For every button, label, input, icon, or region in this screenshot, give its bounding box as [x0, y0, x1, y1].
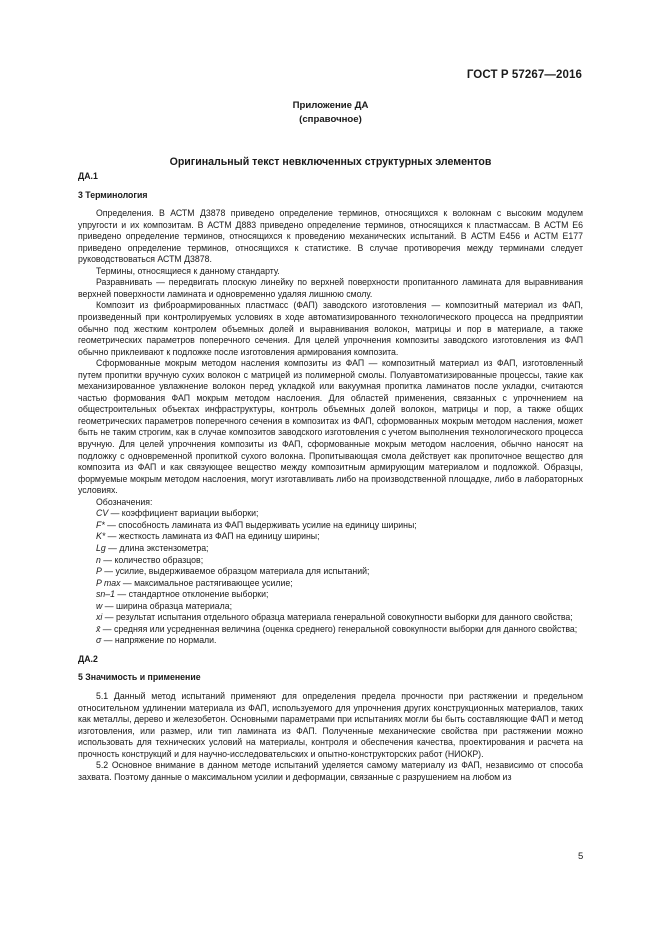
- annex-subtitle: (справочное): [299, 114, 362, 125]
- symbol-name: n: [96, 554, 101, 565]
- symbol-definition: — коэффициент вариации выборки;: [108, 508, 259, 519]
- symbol-definition: — средняя или усредненная величина (оценка среднего) генеральной совокупности выборки для данного свойства;: [100, 623, 578, 634]
- symbol-item: [78, 555, 583, 567]
- paragraph-term-wet-layup: Сформованные мокрым методом насления композиты из ФАП — композитный материал из ФАП, изготовленный путем пропитки вручную сухих волокон с матрицей из полимерной смолы. Полуавтоматизированные процессы, такие как механизированное увлажнение волокон перед укладкой или вакуумная пропитка ламинатов после укладки, считаются частью формования ФАП мокрым методом наслоения. Для областей применения, связанных с упрочнением на общестроительных объектах инфраструктуры, контроль объемных долей волокон, матрицы и пор, а также общих геометрических параметров поперечного сечения в композитах из ФАП, сформованных мокрым методом насления, может быть не таким строгим, как в случае композитов заводского изготовления с учетом выполнения технологического процесса вручную. Для целей упрочнения композиты из ФАП, сформованные мокрым методом наслоения, обычно наносят на подложку с одновременной пропиткой сухого волокна. Пропитывающая смола действует как пропиточное вещество для композита из ФАП и как связующее вещество между композитным армирующим материалом и подложкой. Образцы, формуемые мокрым методом наслоения, могут изготавливать либо на производственной площадке, либо в лабораторных условиях.: [78, 358, 583, 496]
- symbol-definition: — стандартное отклонение выборки;: [114, 589, 269, 600]
- symbol-item: [78, 508, 583, 520]
- subsection-da2: ДА.2: [78, 653, 98, 664]
- symbol-item: [78, 543, 583, 555]
- paragraph-symbols-intro: Обозначения:: [96, 496, 153, 507]
- symbol-definition: — ширина образца материала;: [102, 600, 233, 611]
- paragraph-5-2: 5.2 Основное внимание в данном методе испытаний уделяется самому материалу из ФАП, независимо от способа захвата. Поэтому данные о максимальном усилии и деформации, связанные с разрушением на любом из: [78, 760, 583, 782]
- symbol-item: [78, 612, 583, 624]
- paragraph-term-screed: Разравнивать — передвигать плоскую линейку по верхней поверхности пропитанного ламината для выравнивания верхней поверхности ламината и одновременно удаляя лишнюю смолу.: [78, 277, 583, 299]
- symbol-item: [78, 566, 583, 578]
- symbol-definition: — длина экстензометра;: [105, 542, 209, 553]
- annex-heading: [0, 99, 661, 127]
- symbol-name: x̄: [96, 623, 101, 634]
- annex-title: Приложение ДА: [292, 100, 369, 111]
- symbol-item: [78, 578, 583, 590]
- symbol-name: sn–1: [96, 589, 115, 600]
- document-id: ГОСТ Р 57267—2016: [466, 69, 582, 81]
- section-title: Оригинальный текст невключенных структурных элементов: [169, 156, 492, 168]
- paragraph-5-1: 5.1 Данный метод испытаний применяют для определения предела прочности при растяжении и предельном относительном удлинении материала из ФАП, используемого для упрочнения других конструкционных материалов, таких как металлы, дерево и железобетон. Основными параметрами при испытаниях могли бы быть составляющие ФАП и метод изготовления, или размер, или тип ламината из ФАП. Полученные механические свойства при растяжении можно использовать для технических условий на материалы, контроля и обеспечения качества, проектирования и расчета на прочность конструкций и для научно-исследовательских и опытно-конструкторских работ (НИОКР).: [78, 690, 583, 759]
- symbol-definition: — способность ламината из ФАП выдерживать усилие на единицу ширины;: [104, 519, 417, 530]
- paragraph-term-factory-frp: Композит из фиброармированных пластмасс (ФАП) заводского изготовления — композитный материал из ФАП, произведенный при контролируемых условиях в ходе автоматизированного технологического процесса на предприятии обычно под жестким контролем объемных долей и выравнивания волокон, матрицы и пор в материале, а также геометрических параметров поперечного сечения. Для целей упрочнения композиты заводского изготовления из ФАП обычно приклеивают к подложке после изготовления армирования композита.: [78, 300, 583, 357]
- symbol-name: σ: [96, 635, 102, 646]
- symbol-item: [78, 531, 583, 543]
- symbol-name: Lg: [96, 542, 106, 553]
- symbol-item: [78, 601, 583, 613]
- symbol-name: F*: [96, 519, 105, 530]
- symbol-name: P max: [96, 577, 121, 588]
- symbol-name: P: [96, 566, 102, 577]
- paragraph-terms-intro: Термины, относящиеся к данному стандарту.: [96, 265, 280, 276]
- symbol-name: CV: [96, 508, 109, 519]
- symbols-list: [78, 508, 583, 647]
- symbol-name: K*: [96, 531, 106, 542]
- document-body: [78, 171, 583, 783]
- symbol-definition: — усилие, выдерживаемое образцом материала для испытаний;: [101, 566, 370, 577]
- symbol-definition: — результат испытания отдельного образца материала генеральной совокупности выборки для данного свойства;: [102, 612, 573, 623]
- symbol-definition: — жесткость ламината из ФАП на единицу ширины;: [105, 531, 320, 542]
- symbol-item: [78, 520, 583, 532]
- symbol-name: xi: [96, 612, 103, 623]
- heading-terminology: 3 Терминология: [78, 189, 148, 200]
- symbol-item: [78, 624, 583, 636]
- symbol-name: w: [96, 600, 103, 611]
- heading-significance: 5 Значимость и применение: [78, 672, 201, 683]
- symbol-definition: — количество образцов;: [100, 554, 204, 565]
- symbol-item: [78, 635, 583, 647]
- symbol-definition: — максимальное растягивающее усилие;: [120, 577, 293, 588]
- symbol-definition: — напряжение по нормали.: [101, 635, 217, 646]
- page-number: 5: [578, 851, 584, 862]
- symbol-item: [78, 589, 583, 601]
- subsection-da1: ДА.1: [78, 171, 98, 181]
- paragraph-definitions: Определения. В АСТМ Д3878 приведено определение терминов, относящихся к волокнам с высоким модулем упругости и их композитам. В АСТМ Д883 приведено определение терминов, относящихся к пластмассам. В АСТМ Е6 приведено определение терминов, относящихся к проведению механических испытаний. В АСТМ Е456 и АСТМ Е177 приведено определение терминов, относящихся к статистике. В случае противоречия между терминами следует руководствоваться АСТМ Д3878.: [78, 208, 583, 265]
